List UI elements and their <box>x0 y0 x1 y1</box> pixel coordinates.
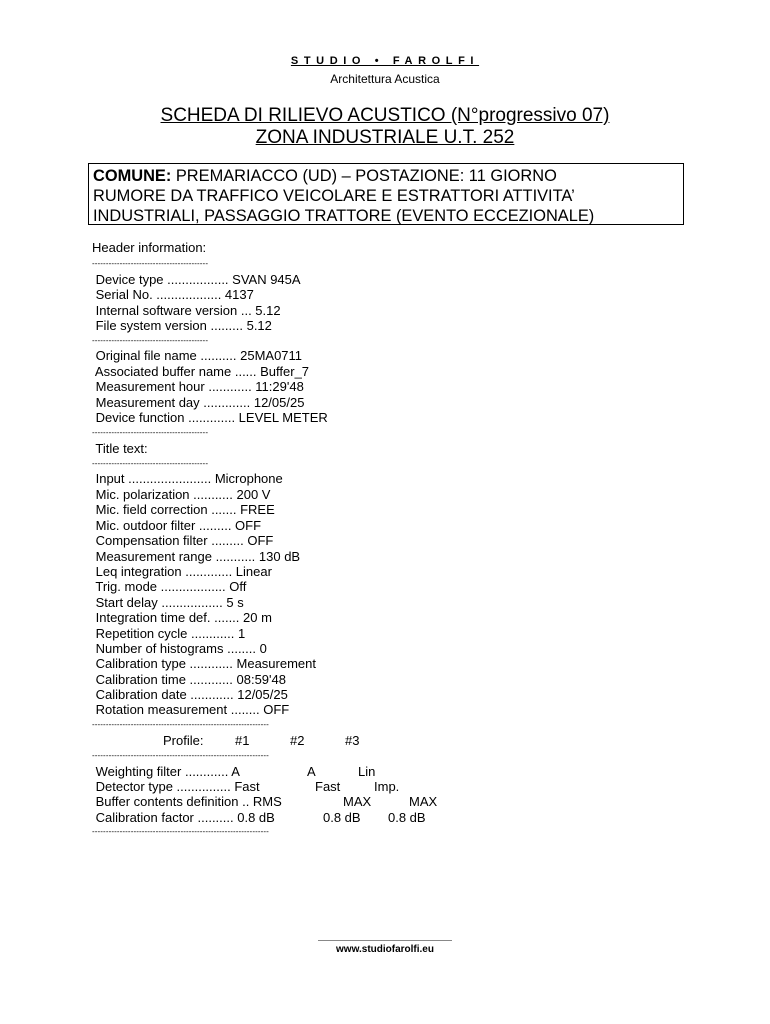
buffer-contents-line: Buffer contents definition .. RMS <box>92 794 282 809</box>
separator: ------------------------------------------ <box>92 259 209 268</box>
calibration-type-line: Calibration type ............ Measurement <box>92 656 316 671</box>
detector-type-line: Detector type ............... Fast <box>92 779 260 794</box>
letterhead-subtitle: Architettura Acustica <box>330 72 440 86</box>
measurement-hour-line: Measurement hour ............ 11:29'48 <box>92 379 304 394</box>
compensation-filter-line: Compensation filter ......... OFF <box>92 533 274 548</box>
separator: ------------------------------------------ <box>92 336 209 345</box>
device-type-line: Device type ................. SVAN 945A <box>92 272 301 287</box>
buffer-contents-2: MAX <box>343 794 372 809</box>
integration-time-line: Integration time def. ....... 20 m <box>92 610 272 625</box>
serial-no-line: Serial No. .................. 4137 <box>92 287 254 302</box>
comune-line3: INDUSTRIALI, PASSAGGIO TRATTORE (EVENTO ECCEZIONALE) <box>93 207 595 225</box>
buffer-contents-3: MAX <box>409 794 438 809</box>
calibration-factor-line: Calibration factor .......... 0.8 dB <box>92 810 275 825</box>
mic-polarization-line: Mic. polarization ........... 200 V <box>92 487 271 502</box>
trig-mode-line: Trig. mode .................. Off <box>92 579 247 594</box>
detector-type-2: Fast <box>315 779 341 794</box>
footer-rule <box>318 940 452 941</box>
leq-integration-line: Leq integration ............. Linear <box>92 564 272 579</box>
footer-url: www.studiofarolfi.eu <box>336 944 434 955</box>
calibration-date-line: Calibration date ............ 12/05/25 <box>92 687 288 702</box>
profile-2: #2 <box>290 733 305 748</box>
header-info-label: Header information: <box>92 240 207 255</box>
profile-label: Profile: <box>163 733 204 748</box>
calibration-factor-2: 0.8 dB <box>323 810 361 825</box>
comune-line1-text: PREMARIACCO (UD) – POSTAZIONE: 11 GIORNO <box>171 167 557 185</box>
rotation-measurement-line: Rotation measurement ........ OFF <box>92 702 290 717</box>
detector-type-3: Imp. <box>374 779 400 794</box>
measurement-day-line: Measurement day ............. 12/05/25 <box>92 395 305 410</box>
associated-buffer-line: Associated buffer name ...... Buffer_7 <box>92 364 310 379</box>
calibration-factor-3: 0.8 dB <box>388 810 426 825</box>
weighting-filter-line: Weighting filter ............ A <box>92 764 240 779</box>
separator: ---------------------------------------------------------------- <box>92 751 269 760</box>
mic-outdoor-filter-line: Mic. outdoor filter ......... OFF <box>92 518 262 533</box>
measurement-range-line: Measurement range ........... 130 dB <box>92 549 301 564</box>
original-file-line: Original file name .......... 25MA0711 <box>92 348 303 363</box>
device-function-line: Device function ............. LEVEL METER <box>92 410 328 425</box>
file-system-line: File system version ......... 5.12 <box>92 318 272 333</box>
document-title-line1: SCHEDA DI RILIEVO ACUSTICO (N°progressivo 07) <box>160 105 610 126</box>
profile-3: #3 <box>345 733 360 748</box>
profile-1: #1 <box>235 733 250 748</box>
input-line: Input ....................... Microphone <box>92 471 283 486</box>
repetition-cycle-line: Repetition cycle ............ 1 <box>92 626 246 641</box>
histograms-line: Number of histograms ........ 0 <box>92 641 267 656</box>
comune-box <box>88 163 684 225</box>
comune-label: COMUNE: <box>93 167 172 185</box>
document-title-line2: ZONA INDUSTRIALE U.T. 252 <box>255 127 515 148</box>
separator: ------------------------------------------ <box>92 459 209 468</box>
separator: ---------------------------------------------------------------- <box>92 827 269 836</box>
title-text-line: Title text: <box>92 441 148 456</box>
start-delay-line: Start delay ................. 5 s <box>92 595 244 610</box>
mic-field-correction-line: Mic. field correction ....... FREE <box>92 502 275 517</box>
comune-line2: RUMORE DA TRAFFICO VEICOLARE E ESTRATTORI ATTIVITA’ <box>93 187 575 205</box>
calibration-time-line: Calibration time ............ 08:59'48 <box>92 672 286 687</box>
separator: ---------------------------------------------------------------- <box>92 720 269 729</box>
letterhead-name: STUDIO • FAROLFI <box>290 55 480 67</box>
comune-line1 <box>93 166 683 186</box>
internal-software-line: Internal software version ... 5.12 <box>92 303 281 318</box>
weighting-filter-3: Lin <box>358 764 376 779</box>
weighting-filter-2: A <box>307 764 316 779</box>
separator: ------------------------------------------ <box>92 428 209 437</box>
